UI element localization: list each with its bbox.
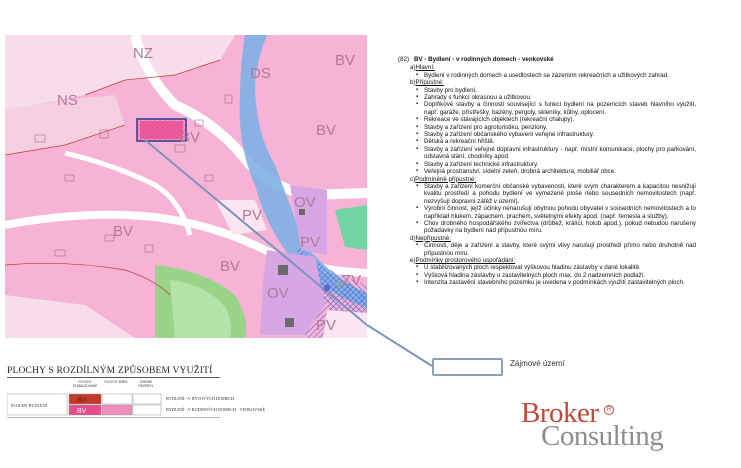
zone-label: OV — [294, 194, 316, 211]
legend-row-code-bh: BH — [77, 397, 87, 404]
regulation-item: ▪ Stavby pro bydlení. — [424, 87, 696, 94]
regulation-section-label — [410, 257, 696, 264]
regulation-title: BV - Bydlení - v rodinných domech - venkovské — [414, 56, 554, 63]
legend-row-separator — [7, 417, 220, 418]
regulation-item-list — [410, 72, 696, 79]
regulation-item: ▪ Bydlení v rodinných domech a usedlostech se zázemím rekreačních a užitkových zahrad. — [424, 72, 696, 79]
area-of-interest-swatch — [432, 358, 503, 376]
regulation-section-title: Nepřípustné: — [415, 234, 451, 242]
zone-label: BV — [316, 122, 337, 139]
regulation-section-title: Hlavní: — [415, 64, 435, 72]
zone-label: PV — [242, 207, 263, 224]
legend-divider — [7, 377, 220, 378]
legend-row-desc-bh: BYDLENÍ - V BYTOVÝCH DOMECH — [166, 396, 235, 401]
regulation-item-list — [410, 87, 696, 176]
regulation-section-key: d) — [410, 234, 416, 242]
regulation-item: ▪ Stavby a zařízení veřejné dopravní infrastruktury - např. místní komunikace, plochy pro parkování, odstavná stání, chodníky apod. — [424, 146, 696, 161]
regulation-item: ▪ Výrobní činnost, jejíž účinky nenarušují obytnou pohodu obyvatel v sousedních nemovitostech a to například hlukem, zápachem, prachem, světelnými efekty apod. (např. řemesla a služby). — [424, 205, 696, 220]
zone-label: PV — [300, 234, 321, 251]
legend-col-changes: PLOCHY ZMĚN — [104, 380, 128, 384]
regulation-item: ▪ U stabilizovaných ploch respektovat výškovou hladinu zástavby v dané lokalitě. — [424, 264, 696, 271]
zone-label: ZV — [342, 272, 362, 289]
zoning-regulation-text — [398, 56, 696, 287]
regulation-item: ▪ Zahrady s funkcí okrasnou a užitkovou. — [424, 94, 696, 101]
regulation-item-list — [410, 264, 696, 286]
regulation-section-title: Podmínky prostorového uspořádání: — [415, 256, 516, 264]
regulation-section — [410, 176, 696, 235]
regulation-section — [410, 257, 696, 287]
regulation-section-title: Přípustné: — [415, 79, 444, 87]
regulation-item-list — [410, 242, 696, 257]
regulation-code: (82) — [398, 56, 410, 63]
zone-label: BV — [180, 129, 201, 146]
regulation-section — [410, 79, 696, 175]
area-of-interest-label: Zájmové území — [510, 359, 565, 368]
regulation-item: ▪ Rekreace ve stávajících objektech (rekreační chalupy). — [424, 116, 696, 123]
regulation-item: ▪ Činnosti, děje a zařízení a stavby, které svými vlivy narušují prostředí přímo nebo druhotně nad přípustnou míru. — [424, 242, 696, 257]
legend-row-desc-bv: BYDLENÍ - V RODINNÝCH DOMECH - VENKOVSKÉ — [166, 407, 266, 412]
regulation-heading — [398, 56, 696, 63]
regulation-item: ▪ Chov drobného hospodářského zvířectva (drůbež, králíci, holub apod.), pokud nebudou narušeny požadavky na bydlení nad přípustnou míru. — [424, 220, 696, 235]
regulation-section — [410, 64, 696, 79]
regulation-section-key: c) — [410, 175, 416, 183]
regulation-item: ▪ Stavby a zařízení komerční občanské vybavenosti, které svým charakterem a kapacitou nesnižují kvalitu prostředí a pohodu bydlení ve vymezené ploše nebo sousedních nemovitostech (např. nezvyšují dopravní zátěž v území). — [424, 183, 696, 205]
logo-consulting-text: Consulting — [541, 420, 664, 452]
regulation-section-label — [410, 176, 696, 183]
regulation-item: ▪ Výšková hladina zástavby u zastavitelných ploch max. do 2 nadzemních podlaží. — [424, 272, 696, 279]
zone-label: BV — [220, 258, 241, 275]
legend-row-label: PLOCHY BYDLENÍ — [11, 403, 48, 408]
regulation-item: ▪ Doplňkové stavby a činnosti související s funkcí bydlení na pozemcích staveb hlavního využití, např. garáže, přístřešky, bazény, pergoly, skleníky, kůlny, oplocení. — [424, 101, 696, 116]
regulation-item: ▪ Dětská a rekreační hřiště. — [424, 138, 696, 145]
zone-label: BV — [113, 223, 134, 240]
regulation-item-list — [410, 183, 696, 235]
regulation-item: ▪ Intenzita zastavění stavebního pozemku je uvedena v podmínkách využití zastavitelných ploch. — [424, 279, 696, 286]
zone-label: BV — [335, 52, 356, 69]
logo-broker-text: Broker — [521, 397, 599, 429]
regulation-section-title: Podmíněně přípustné: — [415, 175, 477, 183]
regulation-section-label — [410, 64, 696, 71]
legend-title: PLOCHY S ROZDÍLNÝM ZPŮSOBEM VYUŽITÍ — [7, 366, 213, 376]
regulation-section-key: b) — [410, 79, 416, 87]
regulation-section — [410, 235, 696, 257]
zone-label: NS — [57, 92, 78, 109]
regulation-item: ▪ Stavby a zařízení pro agroturistiku, penziony. — [424, 124, 696, 131]
regulation-section-label — [410, 79, 696, 86]
regulation-item: ▪ Stavby a zařízení občanského vybavení veřejné infrastruktury. — [424, 131, 696, 138]
regulation-section-key: a) — [410, 64, 416, 72]
legend-col-reserves: ÚZEMNÍ REZERVY — [138, 380, 154, 388]
regulation-section-label — [410, 235, 696, 242]
zone-label: PV — [316, 317, 337, 334]
regulation-section-key: e) — [410, 256, 416, 264]
registered-mark-icon: R — [604, 405, 614, 415]
zone-label: DS — [250, 65, 271, 82]
legend-col-stabilized: PLOCHY STABILIZOVANÉ — [72, 380, 98, 388]
zone-label: NZ — [133, 45, 153, 62]
zone-label: OV — [267, 285, 289, 302]
legend-row-code-bv: BV — [77, 408, 87, 415]
regulation-item: ▪ Stavby a zařízení technické infrastruktury. — [424, 161, 696, 168]
regulation-item: ▪ Veřejná prostranství, sídelní zeleň, drobná architektura, mobiliář obce. — [424, 168, 696, 175]
